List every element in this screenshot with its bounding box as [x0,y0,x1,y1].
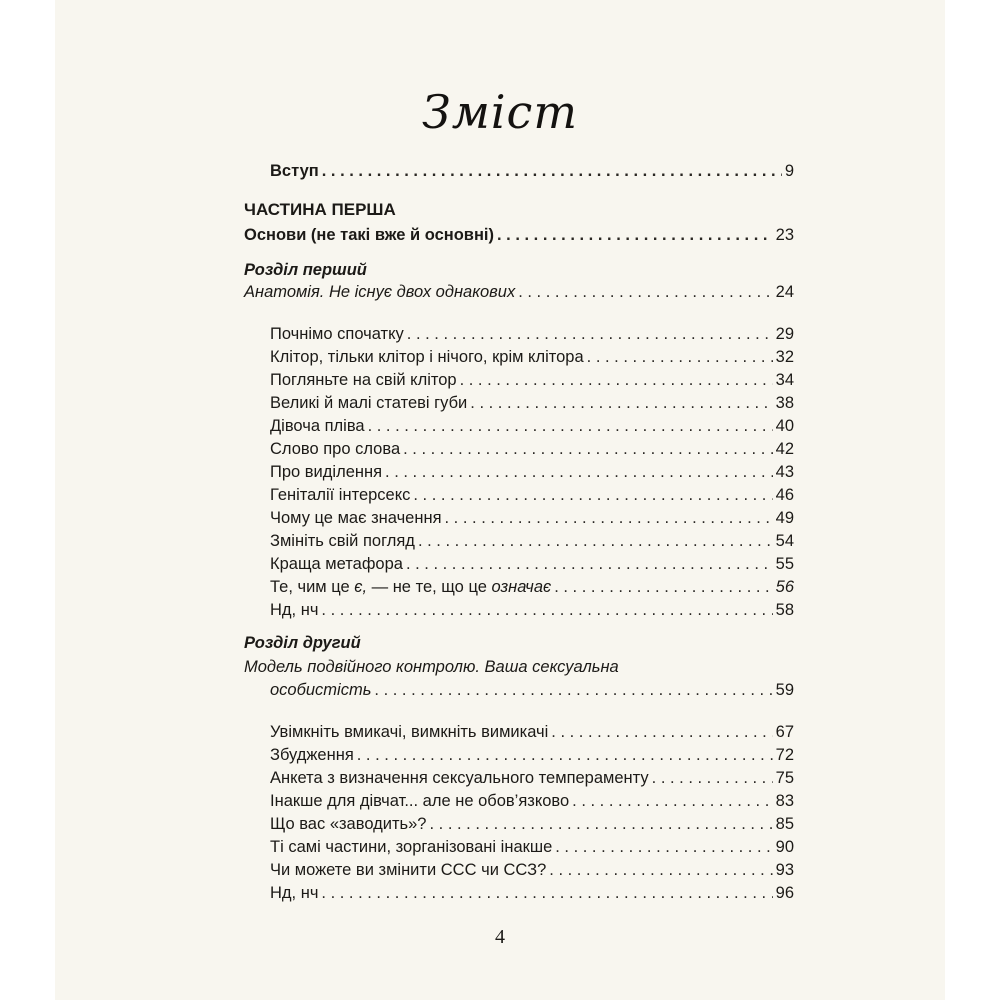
page-title: Зміст [422,85,578,139]
leader-dots [368,415,773,437]
toc-page-number: 9 [784,162,794,180]
leader-dots [549,859,772,881]
leader-dots [460,369,773,391]
toc-entry[interactable] [270,790,794,812]
toc-entry-label: Слово про слова [270,440,401,458]
toc-page-number: 43 [775,463,794,481]
toc-entry[interactable] [270,599,794,621]
leader-dots [406,553,773,575]
toc-entry-label: Чи можете ви змінити ССС чи ССЗ? [270,861,547,879]
toc-page-number: 72 [775,746,794,764]
toc-entry-label: Вступ [270,162,319,180]
toc-entry-label: Чому це має значення [270,509,442,527]
toc-page-number: 85 [775,815,794,833]
leader-dots [587,346,773,368]
toc-entry-label-part: — не те, що це [367,578,492,596]
leader-dots [413,484,772,506]
toc-entry[interactable] [270,323,794,345]
toc-entry[interactable] [270,882,794,904]
toc-page-number: 83 [775,792,794,810]
toc-entry[interactable] [270,553,794,575]
toc-entry-chapter-one[interactable] [244,281,794,303]
toc-entry-label: Геніталії інтерсекс [270,486,411,504]
leader-dots [518,281,772,303]
toc-entry[interactable] [270,415,794,437]
toc-entry-label: Увімкніть вмикачі, вимкніть вимикачі [270,723,549,741]
toc-page-number: 54 [775,532,794,550]
leader-dots [555,836,772,858]
toc-page-number: 46 [775,486,794,504]
leader-dots [322,160,782,182]
toc-entry-label: Великі й малі статеві губи [270,394,468,412]
toc-page-number: 29 [775,325,794,343]
leader-dots [407,323,773,345]
toc-page-number: 58 [775,601,794,619]
toc-entry-part-one[interactable] [244,224,794,246]
toc-page-number: 93 [775,861,794,879]
toc-entry[interactable] [270,721,794,743]
chapter-title-line: Модель подвійного контролю. Ваша сексуальна [244,658,619,676]
toc-entry-label: Змініть свій погляд [270,532,415,550]
toc-entry-label: Основи (не такі вже й основні) [244,226,494,244]
toc-entry[interactable] [270,576,794,598]
leader-dots [497,224,773,246]
toc-entry-intro[interactable] [270,160,794,182]
toc-entry-label: особистість [270,681,372,699]
leader-dots [429,813,772,835]
toc-entry[interactable] [270,392,794,414]
chapter-heading: Розділ перший [244,261,367,279]
leader-dots [470,392,772,414]
leader-dots [445,507,773,529]
toc-page-number: 24 [775,283,794,301]
toc-entry[interactable] [270,369,794,391]
toc-entry-label-part: Те, чим це [270,578,355,596]
toc-entry[interactable] [270,836,794,858]
page-number: 4 [495,926,505,948]
toc-entry[interactable] [270,346,794,368]
leader-dots [321,599,772,621]
toc-page-number: 40 [775,417,794,435]
toc-page-number: 75 [775,769,794,787]
leader-dots [418,530,773,552]
toc-page-number: 59 [775,681,794,699]
toc-entry[interactable] [270,859,794,881]
leader-dots [357,744,773,766]
toc-entry[interactable] [270,744,794,766]
toc-entry-label [270,576,551,598]
leader-dots [321,882,772,904]
toc-entry[interactable] [270,530,794,552]
toc-entry-label: Погляньте на свій клітор [270,371,457,389]
leader-dots [374,679,772,701]
part-heading: ЧАСТИНА ПЕРША [244,200,396,219]
toc-entry-label-emphasis: означає [491,578,552,596]
toc-entry[interactable] [270,461,794,483]
leader-dots [554,576,772,598]
leader-dots [385,461,773,483]
chapter-heading: Розділ другий [244,634,361,652]
toc-entry-label: Нд, нч [270,884,319,902]
toc-page-number: 49 [775,509,794,527]
toc-entry-label: Нд, нч [270,601,319,619]
toc-entry[interactable] [270,438,794,460]
leader-dots [572,790,772,812]
toc-entry-label: Інакше для дівчат... але не обов’язково [270,792,570,810]
toc-entry[interactable] [270,813,794,835]
toc-entry[interactable] [270,484,794,506]
toc-page-number: 55 [775,555,794,573]
toc-entry-label: Клітор, тільки клітор і нічого, крім клітора [270,348,584,366]
toc-page-number: 23 [775,226,794,244]
toc-entry[interactable] [270,767,794,789]
leader-dots [551,721,772,743]
toc-entry-label: Ті самі частини, зорганізовані інакше [270,838,553,856]
toc-entry-chapter-two[interactable] [270,679,794,701]
toc-entry-label: Збудження [270,746,354,764]
toc-entry-label: Почнімо спочатку [270,325,404,343]
toc-page-number: 42 [775,440,794,458]
toc-page-number: 38 [775,394,794,412]
toc-page-number: 90 [775,838,794,856]
toc-page-number: 96 [775,884,794,902]
toc-entry-label: Про виділення [270,463,383,481]
toc-entry-label-emphasis: є, [354,578,368,596]
leader-dots [403,438,773,460]
toc-page-number: 67 [775,723,794,741]
toc-entry-label: Анатомія. Не існує двох однакових [244,283,516,301]
toc-entry-label: Дівоча пліва [270,417,365,435]
toc-entry-label: Анкета з визначення сексуального темпераменту [270,769,649,787]
toc-entry-label: Що вас «заводить»? [270,815,427,833]
toc-entry[interactable] [270,507,794,529]
toc-page-number: 34 [775,371,794,389]
toc-page-number: 56 [775,578,794,596]
toc-entry-label: Краща метафора [270,555,403,573]
toc-page-number: 32 [775,348,794,366]
leader-dots [652,767,773,789]
